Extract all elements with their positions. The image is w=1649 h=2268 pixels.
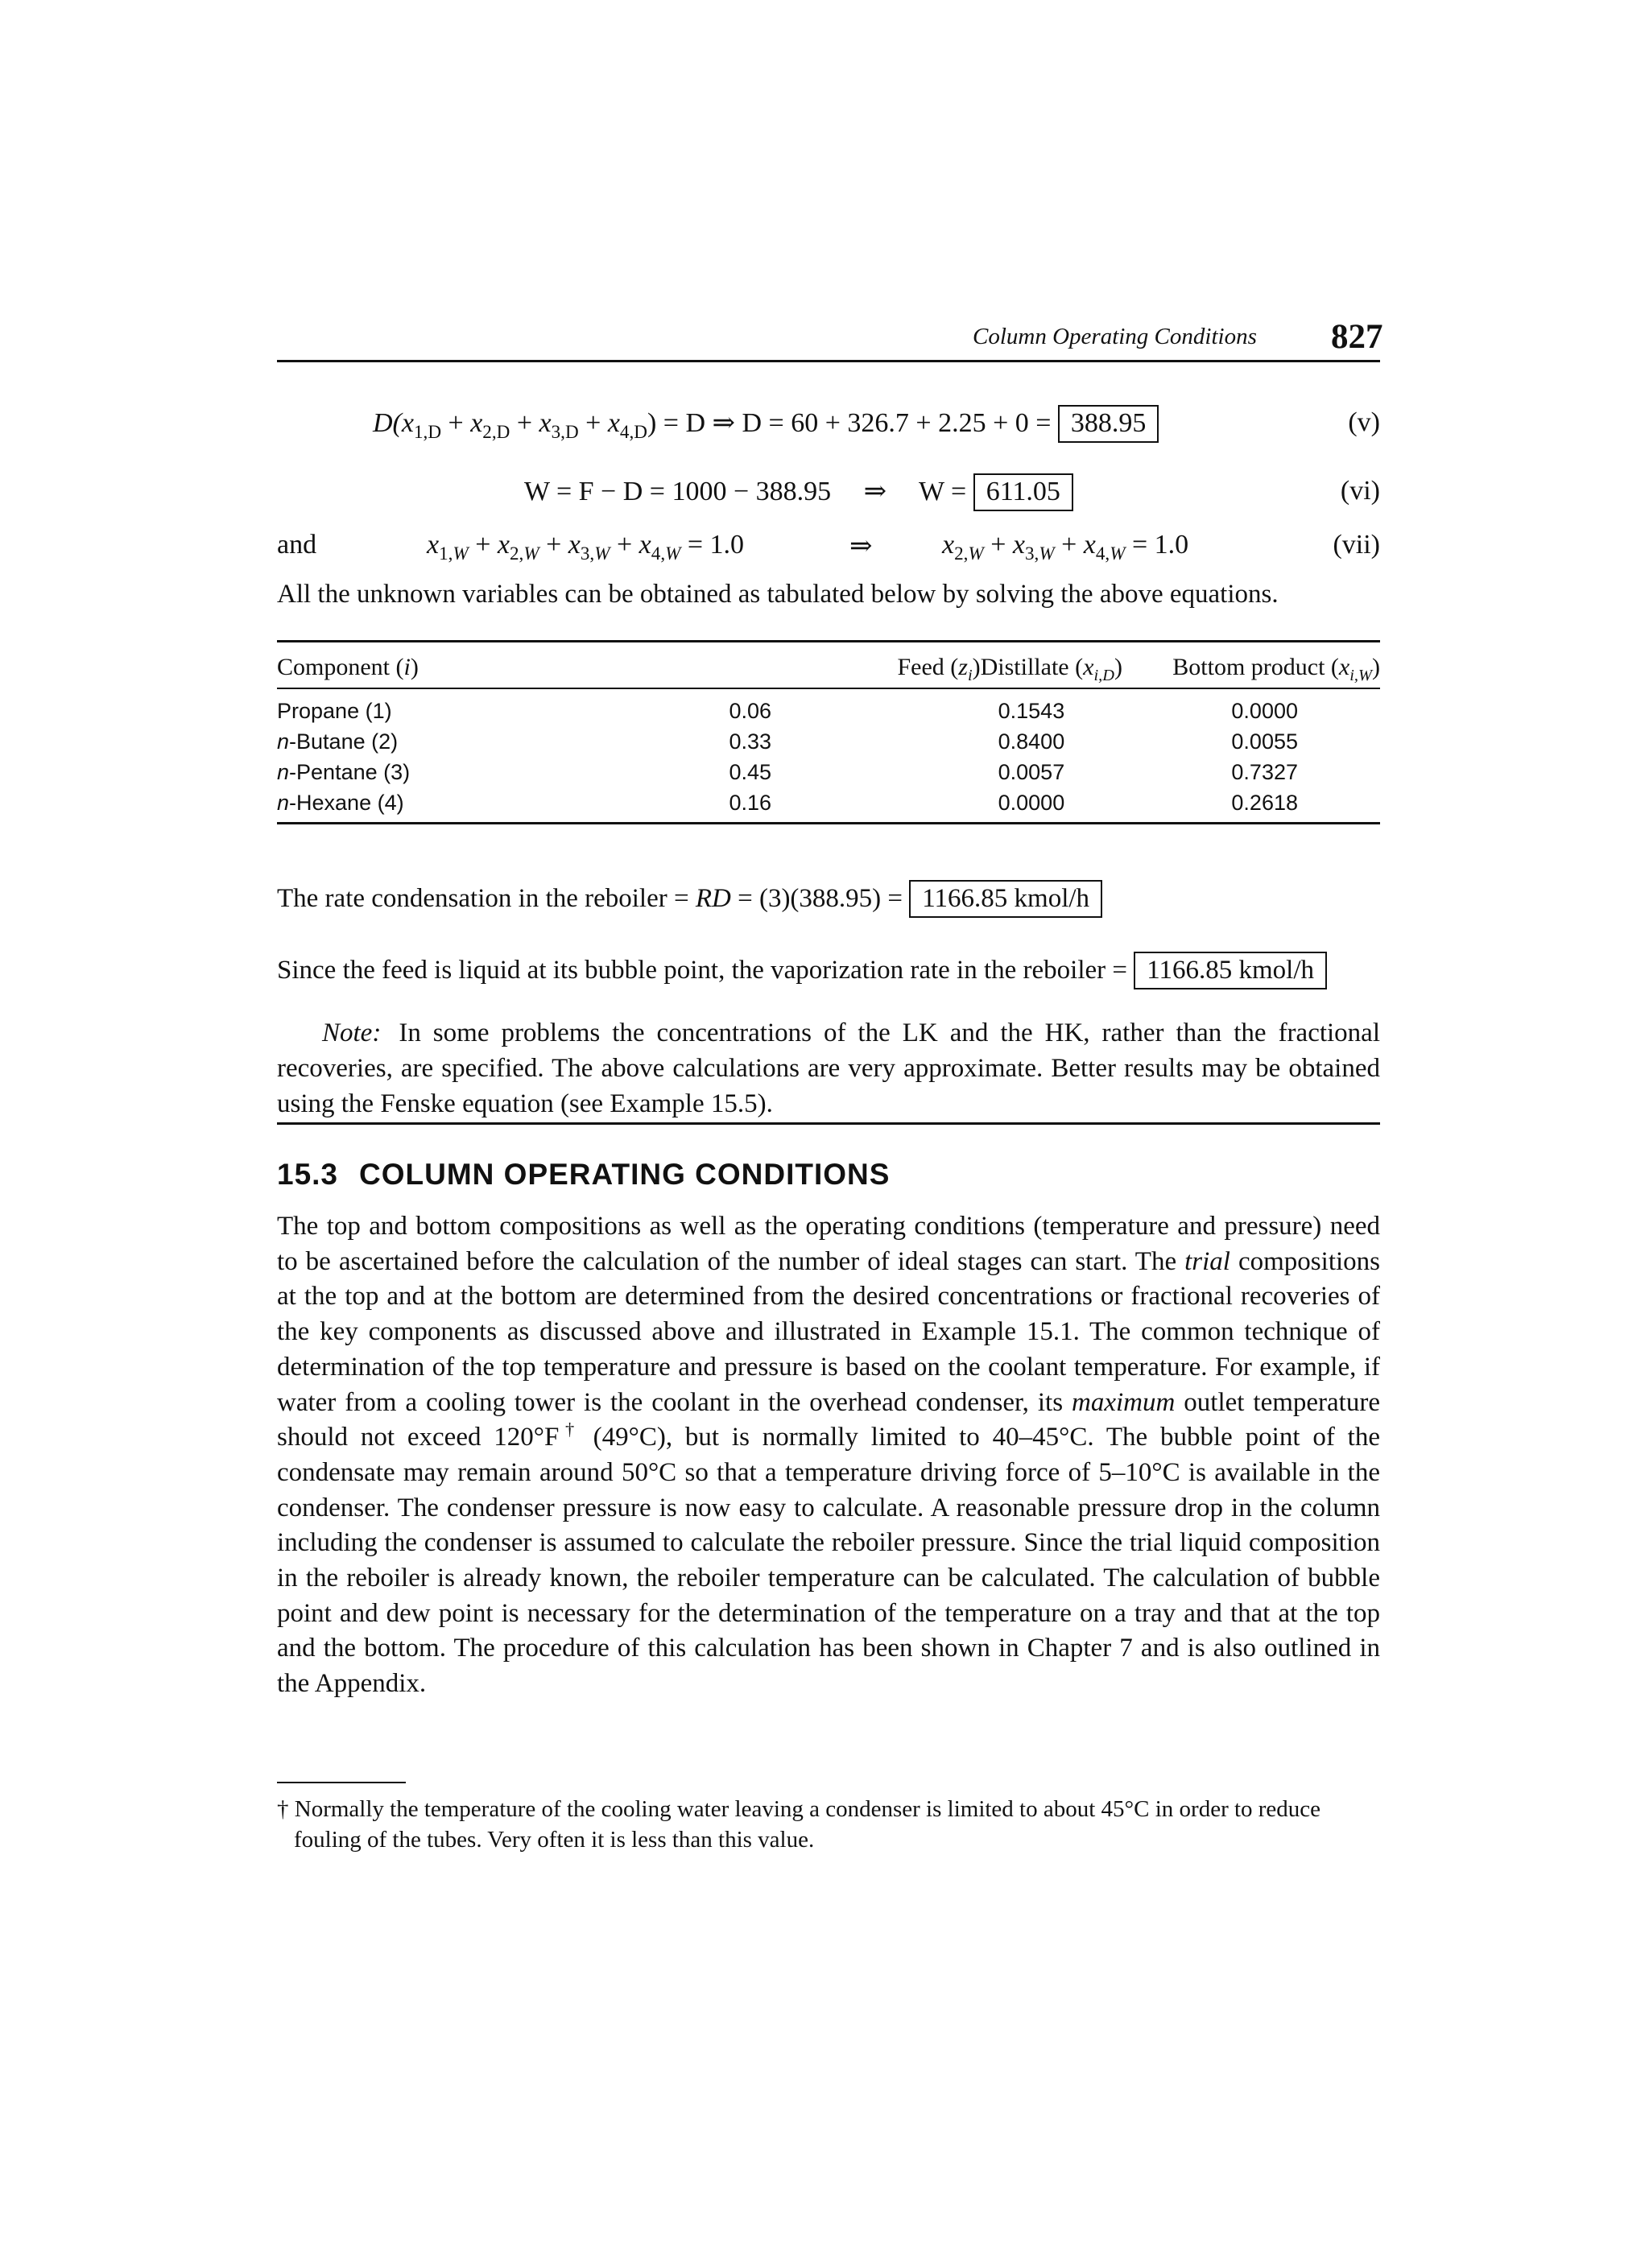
distillate-value: 0.0000 — [998, 791, 1065, 815]
vaporization-result-box: 1166.85 kmol/h — [1134, 952, 1327, 989]
result-box-w: 611.05 — [973, 473, 1073, 511]
running-head: Column Operating Conditions — [973, 324, 1257, 349]
header-feed: Feed $(z_i)$ — [552, 642, 980, 689]
equation-vii-left: $x_{1,W} + x_{2,W} + x_{3,W} + x_{4,W} = 1.0$ — [427, 530, 745, 565]
note-rule — [277, 1122, 1380, 1125]
feed-value: 0.06 — [729, 699, 771, 723]
distillate-value: 0.1543 — [998, 699, 1065, 723]
table-row — [277, 727, 1380, 758]
feed-value: 0.16 — [729, 791, 771, 815]
section-number: 15.3 — [277, 1158, 339, 1191]
footnote: † Normally the temperature of the cooling water leaving a condenser is limited to about 45°C in order to reduce fouling of the tubes. Very often it is less than this value. — [277, 1796, 1321, 1853]
section-title: COLUMN OPERATING CONDITIONS — [359, 1158, 891, 1191]
component-name: n-Butane (2) — [277, 729, 399, 754]
header-component: Component (i) — [277, 642, 552, 689]
equation-vii-right: $x_{2,W} + x_{3,W} + x_{4,W} = 1.0$ — [942, 530, 1189, 565]
reboiler-condensation-line: The rate condensation in the reboiler = RD = (3)(388.95) = 1166.85 kmol/h — [277, 880, 1102, 918]
bottom-value: 0.0000 — [1231, 699, 1298, 723]
composition-table — [277, 640, 1380, 824]
bottom-value: 0.0055 — [1231, 729, 1298, 754]
distillate-value: 0.8400 — [998, 729, 1065, 754]
distillate-value: 0.0057 — [998, 760, 1065, 784]
note-text: In some problems the concentrations of the LK and the HK, rather than the fractional recoveries, are specified. The above calculations are very approximate. Better results may be obtained using the Fenske equation (see Example 15.5). — [277, 1018, 1380, 1118]
component-name: Propane (1) — [277, 699, 392, 723]
table-row — [277, 788, 1380, 824]
feed-value: 0.33 — [729, 729, 771, 754]
equation-v: $D(x_{1,D} + x_{2,D} + x_{3,D} + x_{4,D}) = D$ ⇒ D = 60 + 326.7 + 2.25 + 0 = 388.95 — [373, 405, 1159, 443]
footnote-rule — [277, 1782, 406, 1783]
feed-value: 0.45 — [729, 760, 771, 784]
equation-number-v: (v) — [1348, 407, 1380, 437]
footnote-marker: † — [559, 1419, 581, 1440]
equation-number-vii: (vii) — [1333, 530, 1380, 560]
table-row — [277, 688, 1380, 727]
component-name: n-Pentane (3) — [277, 760, 411, 784]
section-heading — [277, 1158, 890, 1192]
note-label: Note: — [322, 1018, 382, 1047]
bottom-value: 0.7327 — [1231, 760, 1298, 784]
component-name: n-Hexane (4) — [277, 791, 404, 815]
table-row — [277, 758, 1380, 788]
and-label: and — [277, 530, 317, 560]
note-paragraph — [277, 1015, 1380, 1122]
equation-vi: W = F − D = 1000 − 388.95 ⇒ W = 611.05 — [524, 473, 1073, 511]
reboiler-vaporization-line: Since the feed is liquid at its bubble point, the vaporization rate in the reboiler = 1166.85 kmol/h — [277, 952, 1327, 989]
result-box-d: 388.95 — [1058, 405, 1159, 443]
bottom-value: 0.2618 — [1231, 791, 1298, 815]
implies-arrow: ⇒ — [849, 531, 873, 561]
equation-number-vi: (vi) — [1340, 476, 1380, 506]
page-number: 827 — [1331, 318, 1383, 356]
header-bottom: Bottom product $(x_{i,W})$ — [1172, 642, 1380, 689]
body-paragraph: The top and bottom compositions as well as the operating conditions (temperature and pressure) need to be ascertained before the calculation of the number of ideal stages can start. The trial compositions at the top and at the bottom are determined from the desired concentrations or fractional recoveries of the key components as discussed above and illustrated in Example 15.1. The common technique of determination of the top temperature and pressure is based on the coolant temperature. For example, if water from a cooling tower is the coolant in the overhead condenser, its maximum outlet temperature should not exceed 120°F† (49°C), but is normally limited to 40–45°C. The bubble point of the condensate may remain around 50°C so that a temperature driving force of 5–10°C is available in the condenser. The condenser pressure is now easy to calculate. A reasonable pressure drop in the column including the condenser is assumed to calculate the reboiler pressure. Since the trial liquid composition in the reboiler is already known, the reboiler temperature can be calculated. The calculation of bubble point and dew point is necessary for the determination of the temperature on a tray and that at the top and the bottom. The procedure of this calculation has been shown in Chapter 7 and is also outlined in the Appendix. — [277, 1212, 1380, 1699]
header-rule — [277, 360, 1380, 362]
table-header-row — [277, 642, 1380, 689]
footnote-dagger: † — [277, 1796, 289, 1822]
intro-text: All the unknown variables can be obtained as tabulated below by solving the above equations. — [277, 580, 1279, 609]
condensation-result-box: 1166.85 kmol/h — [909, 880, 1102, 918]
header-distillate: Distillate $(x_{i,D})$ — [981, 642, 1173, 689]
